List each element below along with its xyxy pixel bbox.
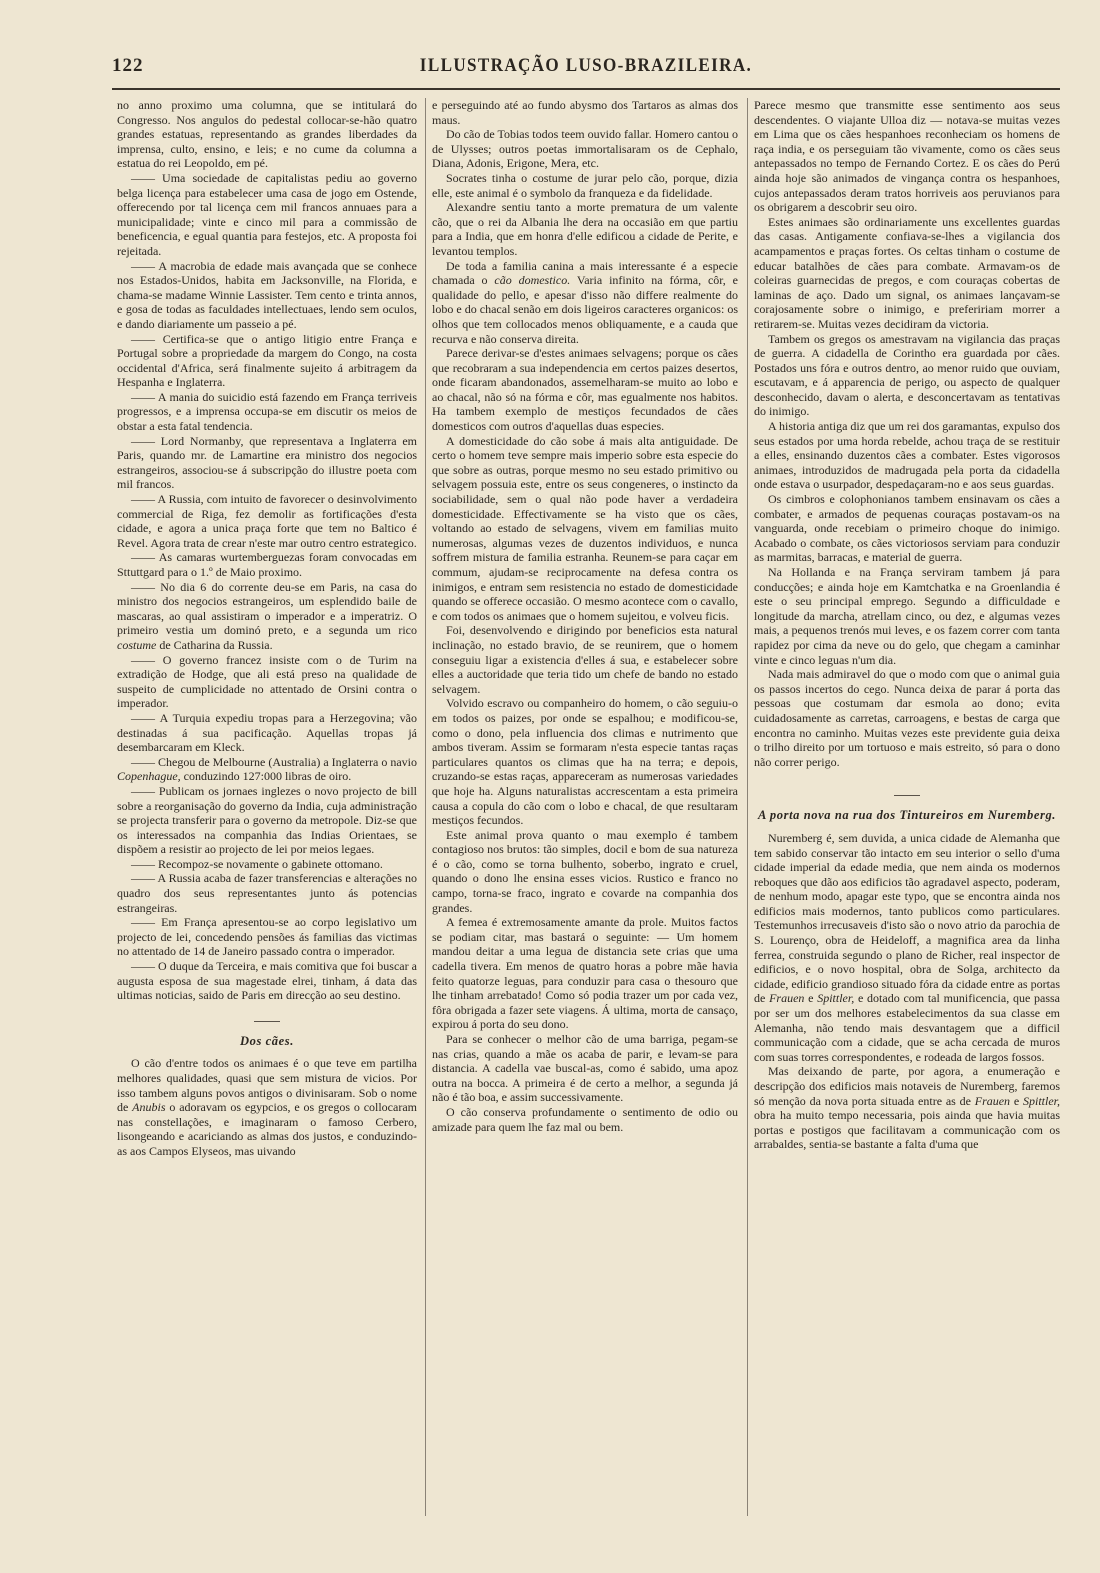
- running-title: ILLUSTRAÇÃO LUSO-BRAZILEIRA.: [419, 55, 753, 76]
- paragraph: Para se conhecer o melhor cão de uma barriga, pegam-se nas crias, quando a mãe os acaba de parir, e levam-se para distancia. A cadella vae buscal-as, como é sabido, uma apoz outra na bocca. A primeira é de certo a melhor, a segunda já não é tão boa, e assim successivamente.: [432, 1032, 738, 1105]
- paragraph: [432, 259, 738, 347]
- text-run: Mas deixando de parte, por agora, a enumeração e descripção dos edificios mais notaveis de Nuremberg, faremos só menção da nova porta situada entre as de: [754, 1064, 1060, 1108]
- text-run: —— Chegou de Melbourne (Australia) a Inglaterra o navio: [131, 754, 417, 769]
- news-item: —— As camaras wurtemberguezas foram convocadas em Sttuttgard para o 1.º de Maio proximo.: [117, 550, 417, 579]
- italic-text: costume: [117, 637, 157, 652]
- paragraph: A femea é extremosamente amante da prole. Muitos factos se podiam citar, mas bastará o seguinte: — Um homem mandou deitar a uma legua de distancia sete crias que uma cadella tivera. Em menos de quatro horas a pobre mãe havia feito quatorze leguas, para conduzir para casa o thesouro que lhe tinham arrebatado! Como só podia trazer um por cada vez, fôra obrigada a fazer sete viagens. Á ultima, morta de cansaço, expirou á porta do seu dono.: [432, 915, 738, 1032]
- paragraph: A historia antiga diz que um rei dos garamantas, expulso dos seus estados por uma horda rebelde, achou traça de se restituir a elles, ensinando duzentos cães a combater. Estes vigorosos animaes, introduzidos de madrugada pela porta da cidadella onde estava o usurpador, despedaçaram-no e aos seus guardas.: [754, 419, 1060, 492]
- paragraph: Socrates tinha o costume de jurar pelo cão, porque, dizia elle, este animal é o symbolo da franqueza e da fidelidade.: [432, 170, 738, 200]
- paragraph: Do cão de Tobias todos teem ouvido fallar. Homero cantou o de Ulysses; outros poetas immortalisaram os de Cephalo, Diana, Adonis, Erigone, Mera, etc.: [432, 127, 738, 171]
- paragraph: [754, 831, 1060, 1065]
- text-run: Nuremberg é, sem duvida, a unica cidade de Alemanha que tem sabido conservar tão intacto em seu interior o sello d'uma cidade imperial da edade media, que nem ainda os modernos reboques que dão aos edificios tão agradavel aspecto, poderam, de nenhum modo, apagar este typo, que se encontra ainda nos edificios mais modernos, tanto publicos como particulares. Testemunhos irrecusaveis d'isto são o novo atrio da parochia de S. Lourenço, obra de Heideloff, a magnifica area da linha ferrea, construida segundo o plano de Richer, real inspector de edificios, e o novo hospital, obra de Solga, architecto da cidade, edificio grandioso situado fóra da cidade entre as portas de: [754, 830, 1060, 1006]
- section-heading-nuremberg: A porta nova na rua dos Tintureiros em Nuremberg.: [757, 808, 1057, 823]
- paragraph: e perseguindo até ao fundo abysmo dos Tartaros as almas dos maus.: [432, 98, 738, 127]
- news-item: —— Certifica-se que o antigo litigio entre França e Portugal sobre a propriedade da margem do Congo, na costa occidental d'Africa, será finalmente sujeito á arbitragem da Hespanha e Inglaterra.: [117, 331, 417, 390]
- column-divider: [425, 98, 426, 1516]
- italic-text: Frauen: [769, 991, 805, 1006]
- paragraph: Nada mais admiravel do que o modo com que o animal guia os passos incertos do cego. Nunca deixa de parar á porta das pessoas que costumam dar esmola ao dono; evita cuidadosamente as carretas, carroagens, e bestas de carga que encontra no caminho. Muitas vezes este previdente guia deixa o trilho direito por um tortuoso e mais estreito, só para o dono não correr perigo.: [754, 667, 1060, 769]
- news-item: —— Em França apresentou-se ao corpo legislativo um projecto de lei, concedendo pensões ás familias das victimas no attentado de 14 de Janeiro passado contra o imperador.: [117, 915, 417, 959]
- column-divider: [747, 98, 748, 1516]
- news-item: —— O duque da Terceira, e mais comitiva que foi buscar a augusta esposa de sua magestade elrei, tinham, á data das ultimas noticias, saido de Paris em direcção ao seu destino.: [117, 959, 417, 1003]
- page-header: [112, 55, 1060, 87]
- italic-text: Spittler,: [817, 991, 855, 1006]
- news-item: —— Recompoz-se novamente o gabinete ottomano.: [131, 856, 383, 871]
- paragraph: Na Hollanda e na França serviram tambem já para conducções; e ainda hoje em Kamtchatka e na Groenlandia é este o seu principal emprego. Segundo a difficuldade e longitude da marcha, atrellam cinco, ou dez, e algumas vezes mais, a pequenos trenós mui leves, e os fazem correr com tanta rapidez por cima da neve ou do gelo, que chegam a caminhar vinte e cinco leguas n'um dia.: [754, 565, 1060, 667]
- news-item: —— A Russia, com intuito de favorecer o desinvolvimento commercial de Riga, fez demolir as fortificações d'esta cidade, e agora a unica praça forte que tem no Baltico é Revel. Agora trata de crear n'este mar outro centro estrategico.: [117, 492, 417, 550]
- news-item: —— Lord Normanby, que representava a Inglaterra em Paris, quando mr. de Lamartine era ministro dos negocios estrangeiros, associou-se á subscripção do illustre poeta com mil francos.: [117, 433, 417, 492]
- news-item: —— Publicam os jornaes inglezes o novo projecto de bill sobre a reorganisação do governo da India, cuja administração se projecta transferir para o governo da metropole. Diz-se que os interessados na companhia das Indias Orientaes, se dispõem a resistir ao projecto de lei por meios legaes.: [117, 783, 417, 857]
- section-separator: [894, 795, 920, 796]
- column-1: [117, 98, 417, 1518]
- italic-text: Anubis: [132, 1100, 166, 1115]
- news-item: [117, 755, 417, 784]
- paragraph: no anno proximo uma columna, que se intitulará do Congresso. Nos angulos do pedestal collocar-se-hão quatro grandes estatuas, representando as grandes liberdades da imprensa, culto, ensino, e leis; e no cume da columna a estatua do rei Leopoldo, em pé.: [117, 98, 417, 171]
- text-run: —— No dia 6 do corrente deu-se em Paris, na casa do ministro dos negocios estrangeiros, um esplendido baile de mascaras, ao qual assistiram o imperador e a imperatriz. O primeiro vestia um dominó preto, e a segunda um rico: [117, 579, 417, 638]
- text-run: obra ha muito tempo necessaria, pois ainda que havia muitas portas e postigos que facilitavam a communicação com os arrabaldes, sentia-se bastante a falta d'uma que: [754, 1108, 1060, 1152]
- column-3: [754, 98, 1060, 1518]
- news-item: —— O governo francez insiste com o de Turim na extradição de Hodge, que ali está preso na qualidade de suspeito de cumplicidade no attentado de Orsini contra o imperador.: [117, 652, 417, 711]
- news-item: —— A mania do suicidio está fazendo em França terriveis progressos, e a imprensa occupa-se em discutir os meios de obstar a esta fatal tendencia.: [117, 389, 417, 434]
- paragraph: [117, 1056, 417, 1158]
- text-run: Varia infinito na fórma, côr, e qualidade do pello, e apesar d'isso não differe realmente do lobo e do chacal senão em dois ligeiros caracteres organicos: os olhos que tem collocados menos obliquamente, e a cauda que recurva e não conserva direita.: [432, 273, 738, 346]
- paragraph: Parece derivar-se d'estes animaes selvagens; porque os cães que recobraram a sua independencia em certos paizes desertos, onde ficaram abandonados, assemelharam-se muito ao lobo e ao chacal, não só na fórma e côr, mas egualmente nos habitos. Ha tambem exemplo de mestiços fecundados de cães domesticos com outros d'aquellas duas especies.: [432, 346, 738, 434]
- news-item: —— A macrobia de edade mais avançada que se conhece nos Estados-Unidos, habita em Jacksonville, na Florida, e chama-se madame Winnie Lassister. Tem cento e trinta annos, e gosa de todas as faculdades intellectuaes, lendo sem oculos, e dando diariamente um passeio a pé.: [117, 258, 417, 331]
- paragraph: A domesticidade do cão sobe á mais alta antiguidade. De certo o homem teve sempre mais imperio sobre esta especie do que sobre as outras, porque mesmo no seu estado primitivo ou selvagem possuia este, entre os seus congeneres, o instincto da sociabilidade, sem o qual não pode haver a verdadeira domesticidade. Effectivamente se ha visto que os cães, voltando ao estado de selvagens, vivem em familias muito numerosas, algumas vezes de duzentos individuos, e nunca soffrem mistura de familia estranha. Reunem-se para caçar em commum, ajudam-se reciprocamente na defesa contra os inimigos, e entram sem resistencia no estado de domesticidade quando se offerece occasião. O mesmo acontece com o cavallo, e com todos os animaes que o homem sujeitou, e volveu ficis.: [432, 433, 738, 623]
- italic-text: Frauen: [974, 1093, 1011, 1108]
- text-run: de Catharina da Russia.: [156, 637, 273, 652]
- italic-text: Copenhague,: [117, 769, 181, 784]
- paragraph: Os cimbros e colophonianos tambem ensinavam os cães a combater, e armados de pequenas couraças postavam-os na vanguarda, onde recebiam o primeiro choque do inimigo. Acabado o combate, os cães victoriosos serviam para conduzir as marmitas, barracas, e material de guerra.: [754, 492, 1060, 565]
- news-item: —— A Russia acaba de fazer transferencias e alterações no quadro dos seus representantes junto ás potencias estrangeiras.: [117, 871, 417, 915]
- paragraph: Este animal prova quanto o mau exemplo é tambem contagioso nos brutos: tão simples, docil e bom de sua natureza é o cão, como se torna bulhento, soberbo, ingrato e cruel, quando o dono lhe ensina esses vicios. Rustico e franco no campo, torna-se fraco, ingrato e covarde na companhia dos grandes.: [432, 827, 738, 915]
- text-run: O cão d'entre todos os animaes é o que teve em partilha melhores qualidades, quasi que sem mistura de vicios. Por isso tambem alguns povos antigos o divinisaram. Sob o nome de: [117, 1056, 417, 1115]
- text-run: conduzindo 127:000 libras de oiro.: [180, 769, 352, 784]
- text-run: e dotado com tal munificencia, que passa por ser um dos melhores estabelecimentos da sua classe em Alemanha, não tendo mais desvantagem que a difficil communicação com a cidade, que se acha cercada de muros com suas torres correspondentes, e rodeada de largos fossos.: [754, 991, 1060, 1064]
- column-2: [432, 98, 738, 1518]
- paragraph: Volvido escravo ou companheiro do homem, o cão seguiu-o em todos os paizes, por onde se espalhou; e modificou-se, como o dono, pela influencia dos climas e nutrimento que ambos tiveram. Assim se formaram n'esta especie tantas raças particulares quantos os climas que ha na terra; e depois, cruzando-se estas raças, appareceram as numerosas variedades que hoje ha. Alguns naturalistas accrescentam a esta primeira causa a copula do cão com o lobo e chacal, de que resultaram mestiços fecundos.: [432, 696, 738, 828]
- news-item: —— Uma sociedade de capitalistas pediu ao governo belga licença para estabelecer uma casa de jogo em Ostende, offerecendo por tal licença cem mil francos annuaes para a municipalidade; vinte e cinco mil para a commissão de beneficencia, e egual quantia para festejos, etc. A proposta foi rejeitada.: [117, 170, 417, 258]
- paragraph: Foi, desenvolvendo e dirigindo por beneficios esta natural inclinação, no estado bravio, de se reunirem, que o homem conseguiu ligar a existencia d'elles á sua, e estabelecer sobre elles a auctoridade que teria tido um chefe de bando no estado selvagem.: [432, 623, 738, 696]
- paragraph: O cão conserva profundamente o sentimento de odio ou amizade para quem lhe faz mal ou bem.: [432, 1104, 738, 1134]
- paragraph: [754, 1064, 1060, 1152]
- paragraph: Tambem os gregos os amestravam na vigilancia das praças de guerra. A cidadella de Corintho era guardada por cães. Postados uns fóra e outros dentro, ao menor ruido que ouviam, escutavam, e á apparencia de perigo, ou aspecto de qualquer desconhecido, davam o alerta, e desconcertavam as tentativas do inimigo.: [754, 331, 1060, 419]
- paragraph: Alexandre sentiu tanto a morte prematura de um valente cão, que o rei da Albania lhe dera na occasião em que partiu para a India, que em honra d'elle edificou a cidade de Perite, e levantou templos.: [432, 200, 738, 258]
- page-number: 122: [112, 55, 144, 76]
- header-rule: [112, 88, 1060, 90]
- section-separator: [254, 1021, 280, 1022]
- text-run: e: [1010, 1093, 1023, 1108]
- italic-text: cão domestico.: [494, 273, 571, 288]
- paragraph: Parece mesmo que transmitte esse sentimento aos seus descendentes. O viajante Ulloa diz — notava-se muitas vezes em Lima que os cães hespanhoes reconheciam os homens de raça india, e os perseguiam tão vivamente, como os cães seus antepassados no tempo de Fernando Cortez. E os cães do Perú ainda hoje são animados de vingança contra os hespanhoes, cujos antepassados deram tratos horriveis aos peruvianos para os obrigarem a descobrir seu oiro.: [754, 98, 1060, 215]
- paragraph: Estes animaes são ordinariamente uns excellentes guardas das casas. Antigamente confiava-se-lhes a vigilancia dos acampamentos e praças fortes. Os celtas tinham o costume de educar batalhões de cães para combate. Armavam-os de coleiras guarnecidas de pregos, e com couraças cobertas de laminas de aço. Dado um signal, os animaes lançavam-se corajosamente sobre o inimigo, e prefeririam morrer a retirarem-se. Muitas vezes decidiram da victoria.: [754, 214, 1060, 331]
- news-item: —— A Turquia expediu tropas para a Herzegovina; vão destinadas á sua pacificação. Aquellas tropas já desembarcaram em Kleck.: [117, 710, 417, 755]
- section-heading-dogs: Dos cães.: [239, 1033, 294, 1048]
- text-run: e: [804, 991, 818, 1006]
- text-run: o adoravam os egypcios, e os gregos o collocaram nas constellações, e imaginaram o famoso Cerbero, lisongeando e acariciando as almas dos justos, e conduzindo-as aos Campos Elyseos, mas uivando: [117, 1100, 417, 1158]
- news-item: [117, 580, 417, 653]
- text-run: De toda a familia canina a mais interessante é a especie chamada o: [432, 258, 738, 288]
- italic-text: Spittler,: [1022, 1093, 1060, 1108]
